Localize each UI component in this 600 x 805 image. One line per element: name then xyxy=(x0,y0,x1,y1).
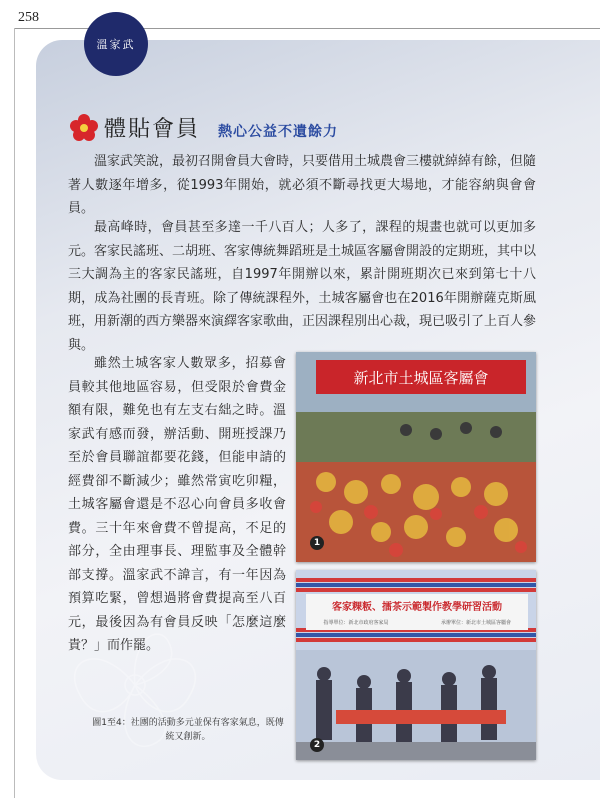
section-title: 體貼會員 xyxy=(104,117,201,142)
photo-2-banner-text: 客家粿粄、擂茶示範製作教學研習活動 xyxy=(332,602,502,613)
paragraph-3: 雖然土城客家人數眾多，招募會員較其他地區容易，但受限於會費金額有限，難免也有左支右絀之時。溫家武有感而發，辦活動、開班授課乃至於會員聯誼都要花錢，但能申請的經費卻不斷減少；雖然常寅吃卯糧，土城客屬會還是不忍心向會員多收會費。三十年來會費不曾提高，不足的部分，全由理事長、理監事及全體幹部支撐。溫家武不諱言，有一年因為預算吃緊，曾想過將會費提高至八百元，最後因為有會員反映「怎麼這麼貴？」而作罷。 xyxy=(68,356,286,653)
photo-2-banner-small-right: 承辦單位：新北市土城區客屬會 xyxy=(440,620,512,626)
left-rule xyxy=(14,28,15,798)
figure-caption: 圖1至4：社團的活動多元並保有客家氣息，既傳統又創新。 xyxy=(92,718,284,742)
flower-icon xyxy=(70,114,98,142)
chapter-badge: 溫家武 xyxy=(84,12,148,76)
paragraph-1: 溫家武笑說，最初召開會員大會時，只要借用土城農會三樓就綽綽有餘，但隨著人數逐年增多，從1993年開始，就必須不斷尋找更大場地，才能容納與會會員。 xyxy=(68,154,537,216)
photo-2-number: 2 xyxy=(310,738,324,752)
section-subtitle: 熱心公益不遺餘力 xyxy=(218,124,338,140)
page-number: 258 xyxy=(18,10,39,25)
photo-1-number: 1 xyxy=(310,536,324,550)
photo-2 xyxy=(296,570,536,760)
photo-2-banner-small-left: 指導單位：新北市政府客家局 xyxy=(323,620,389,626)
paragraph-2: 最高峰時，會員甚至多達一千八百人；人多了，課程的規畫也就可以更加多元。客家民謠班、二胡班、客家傳統舞蹈班是土城區客屬會開設的定期班，其中以三大調為主的客家民謠班，自1997年開辦以來，累計開班期次已來到第七十八期，成為社團的長青班。除了傳統課程外，土城客屬會也在2016年開辦薩克斯風班，用新潮的西方樂器來演繹客家歌曲，正因課程別出心裁，現已吸引了上百人參與。 xyxy=(68,220,537,353)
photo-1-banner-text: 新北市土城區客屬會 xyxy=(353,369,489,387)
photo-1 xyxy=(296,352,536,562)
